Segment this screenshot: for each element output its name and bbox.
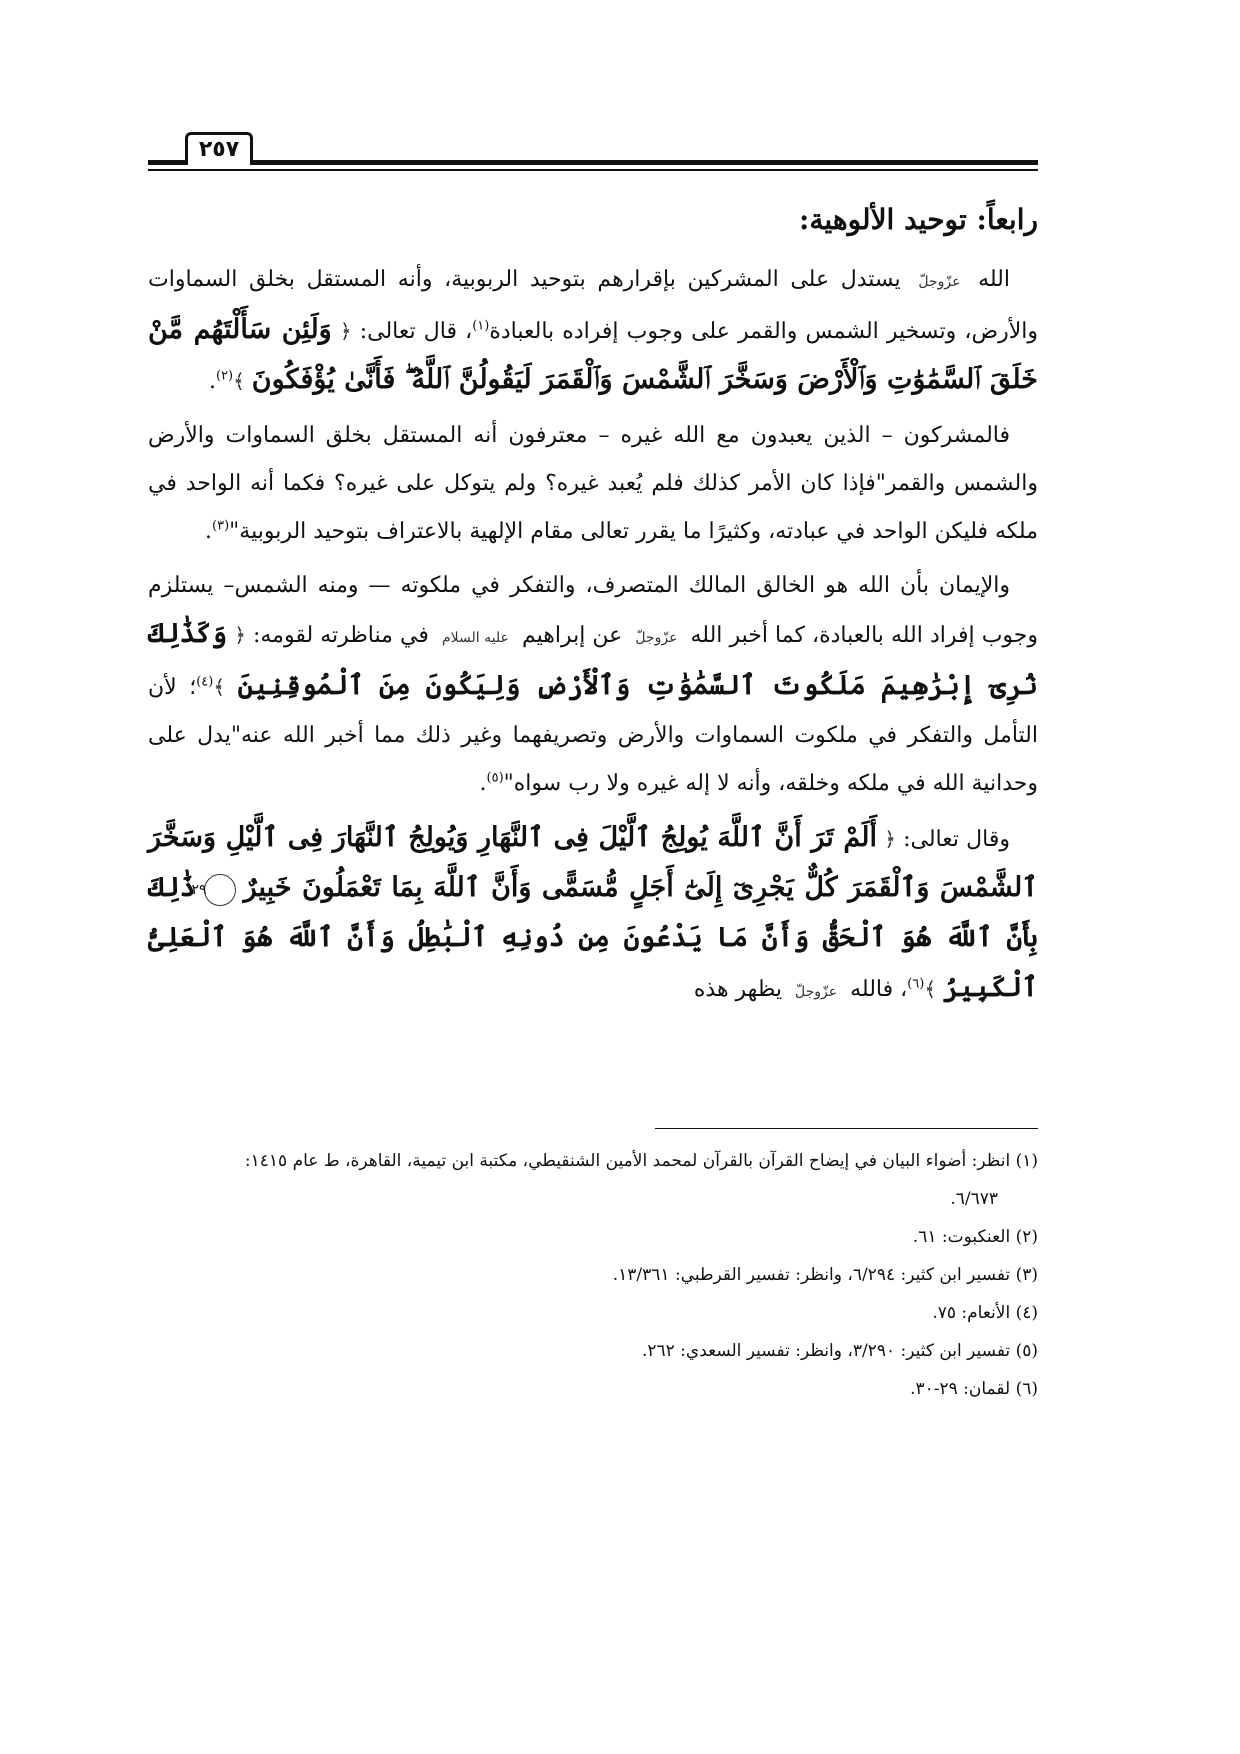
footnote-5: (٥) تفسير ابن كثير: ٣/٢٩٠، وانظر: تفسير السعدي: ٢٦٢.: [641, 1341, 1038, 1361]
p3-end: .: [479, 771, 487, 796]
p4-text-3: يظهر هذه: [693, 977, 782, 1002]
quran-close-ornament: ﴾: [213, 675, 226, 699]
footnote-1-cont: ٦/٦٧٣.: [950, 1189, 998, 1209]
p1-text: يستدل على المشركين بإقرارهم بتوحيد الربوبية، وأنه المستقل بخلق السماوات والأرض، وتسخير الشمس والقمر على وجوب إفراده بالعبادة: [148, 267, 1038, 344]
p3-text-4: ؛ لأن التأمل والتفكر في ملكوت السماوات والأرض وتصريفهما وغير ذلك مما أخبر الله عنه"يدل على وحدانية الله في ملكه وخلقه، وأنه لا إله غيره ولا رب سواه": [148, 675, 1038, 796]
footnote-ref-6[interactable]: (٦): [907, 976, 925, 992]
paragraph-3: [148, 562, 1038, 808]
honorific-icon: عزّوجلّ: [918, 274, 961, 290]
peace-honorific-icon: عليه السلام: [441, 630, 509, 646]
page-number: ٢٥٧: [185, 132, 253, 165]
header-rule: [148, 160, 1038, 165]
p4-text-2: ، فالله: [850, 977, 908, 1002]
paragraph-4: [148, 814, 1038, 1016]
footnote-4: (٤) الأنعام: ٧٥.: [932, 1303, 1038, 1323]
p4-text: وقال تعالى:: [895, 827, 1010, 852]
quran-verse-3: أَلَمْ تَرَ أَنَّ ٱللَّهَ يُولِجُ ٱلَّيْلَ فِى ٱلنَّهَارِ وَيُولِجُ ٱلنَّهَارَ فِى ٱلَّيْلِ وَسَخَّرَ ٱلشَّمْسَ وَٱلْقَمَرَ كُلٌّ يَجْرِىٓ إِلَىٰٓ أَجَلٍ مُّسَمًّى وَأَنَّ ٱللَّهَ بِمَا تَعْمَلُونَ خَبِيرٌ: [148, 822, 1038, 903]
paragraph-1: [148, 256, 1038, 406]
p3-text-2: عن إبراهيم: [521, 623, 623, 648]
footnote-separator: [655, 1128, 1038, 1129]
footnote-6: (٦) لقمان: ٢٩-٣٠.: [910, 1379, 1038, 1399]
body-text: [148, 256, 1038, 1022]
p1-end: .: [208, 369, 216, 394]
p1-text-start: الله: [978, 267, 1010, 292]
p2-end: .: [205, 519, 213, 544]
quran-open-ornament: ﴿: [234, 623, 246, 647]
footnote-1: (١) انظر: أضواء البيان في إيضاح القرآن بالقرآن لمحمد الأمين الشنقيطي، مكتبة ابن تيمية، القاهرة، ط عام ١٤١٥:: [244, 1151, 1038, 1171]
ayah-number-icon: ٢٩: [204, 874, 236, 906]
section-heading: رابعاً: توحيد الألوهية:: [799, 203, 1038, 236]
footnotes: [148, 1142, 1038, 1408]
quran-open-ornament: ﴿: [339, 319, 352, 343]
footnote-ref-1[interactable]: (١): [472, 318, 490, 334]
quran-close-ornament: ﴾: [233, 369, 245, 393]
p1-text-cont: ، قال تعالى:: [351, 319, 473, 344]
header-rule-thin: [148, 169, 1038, 171]
p3-text-3: في مناظرته لقومه:: [245, 623, 429, 648]
quran-verse-4: ذَٰلِكَ بِأَنَّ ٱللَّهَ هُوَ ٱلْحَقُّ وَأَنَّ مَا يَدْعُونَ مِن دُونِهِ ٱلْبَٰطِلُ وَأَنَّ ٱللَّهَ هُوَ ٱلْعَلِىُّ ٱلْكَبِيرُ: [148, 872, 1038, 1003]
p3-text: والإيمان بأن الله هو الخالق المالك المتصرف، والتفكر في ملكوته — ومنه الشمس– يستلزم وجوب إفراد الله بالعبادة، كما أخبر الله: [148, 573, 1038, 648]
quran-open-ornament: ﴿: [884, 827, 896, 851]
footnote-ref-3[interactable]: (٣): [212, 518, 230, 534]
honorific-icon: عزّوجلّ: [795, 984, 838, 1000]
p2-text: فالمشركون – الذين يعبدون مع الله غيره – معترفون أنه المستقل بخلق السماوات والأرض والشمس والقمر"فإذا كان الأمر كذلك فلم يُعبد غيره؟ ولم يتوكل على غيره؟ فكما أنه الواحد في ملكه فليكن الواحد في عبادته، وكثيرًا ما يقرر تعالى مقام الإلهية بالاعتراف بتوحيد الربوبية": [148, 423, 1038, 544]
footnote-ref-4[interactable]: (٤): [196, 674, 214, 690]
quran-verse-2: وَكَذَٰلِكَ نُرِىٓ إِبْرَٰهِيمَ مَلَكُوتَ ٱلسَّمَٰوَٰتِ وَٱلْأَرْضِ وَلِيَكُونَ مِنَ ٱلْمُوقِنِينَ: [148, 618, 1038, 701]
honorific-icon: عزّوجلّ: [635, 630, 678, 646]
paragraph-2: [148, 412, 1038, 556]
quran-close-ornament: ﴾: [924, 977, 937, 1001]
footnote-ref-2[interactable]: (٢): [215, 368, 234, 384]
quran-verse-1: وَلَئِن سَأَلْتَهُم مَّنْ خَلَقَ ٱلسَّمَٰوَٰتِ وَٱلْأَرْضَ وَسَخَّرَ ٱلشَّمْسَ وَٱلْقَمَرَ لَيَقُولُنَّ ٱللَّهُ ۖ فَأَنَّىٰ يُؤْفَكُونَ: [148, 314, 1038, 395]
footnote-3: (٣) تفسير ابن كثير: ٦/٢٩٤، وانظر: تفسير القرطبي: ١٣/٣٦١.: [612, 1265, 1038, 1285]
footnote-ref-5[interactable]: (٥): [486, 770, 504, 786]
footnote-2: (٢) العنكبوت: ٦١.: [912, 1227, 1038, 1247]
